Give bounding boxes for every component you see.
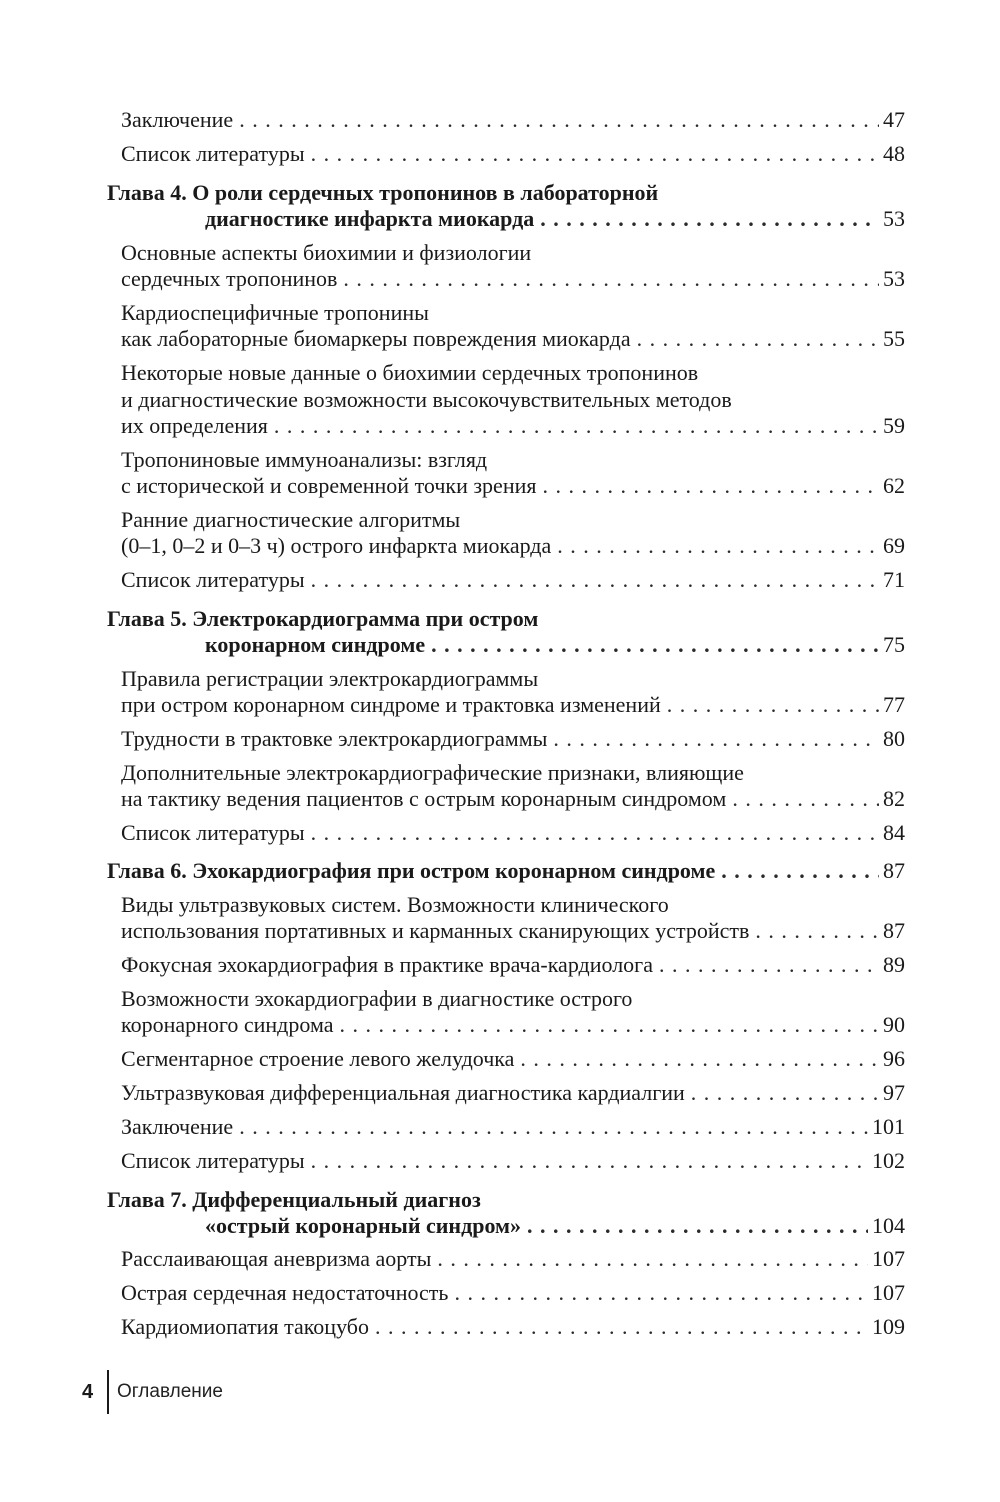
- running-footer-title: Оглавление: [117, 1381, 223, 1402]
- dot-leader: [543, 472, 880, 500]
- chapter-title-text: коронарном синдроме: [205, 632, 426, 657]
- toc-entry-line: [121, 1313, 905, 1341]
- toc-page-number: 104: [872, 1213, 905, 1238]
- toc-page-number: 87: [883, 918, 905, 943]
- toc-entry-line: [121, 566, 905, 594]
- toc-chapter-line: [107, 179, 658, 207]
- chapter-title-text: диагностике инфаркта миокарда: [205, 206, 535, 231]
- toc-entry-line: [121, 140, 905, 168]
- chapter-title-text: Глава 6. Эхокардиография при остром коронарном синдроме: [107, 858, 716, 883]
- toc-entry-line: [121, 532, 905, 560]
- toc-entry-line: [121, 819, 905, 847]
- toc-chapter-line: [107, 1186, 481, 1214]
- entry-title-text: Список литературы: [121, 567, 305, 592]
- entry-title-text: Тропониновые иммуноанализы: взгляд: [121, 447, 488, 472]
- toc-page-number: 89: [883, 952, 905, 977]
- entry-title-text: их определения: [121, 413, 268, 438]
- toc-page-number: 53: [883, 206, 905, 231]
- toc-page-number: 75: [883, 632, 905, 657]
- toc-chapter-line: [205, 1212, 905, 1240]
- toc-entry-line: [121, 446, 487, 474]
- dot-leader: [311, 819, 879, 847]
- entry-title-text: (0–1, 0–2 и 0–3 ч) острого инфаркта миокарда: [121, 533, 552, 558]
- dot-leader: [239, 1113, 868, 1141]
- dot-leader: [527, 1212, 868, 1240]
- toc-entry-line: [121, 472, 905, 500]
- dot-leader: [454, 1279, 868, 1307]
- toc-page-number: 77: [883, 692, 905, 717]
- entry-title-text: Фокусная эхокардиография в практике врача-кардиолога: [121, 952, 653, 977]
- toc-page-number: 71: [883, 567, 905, 592]
- toc-page-number: 69: [883, 533, 905, 558]
- toc-page-number: 62: [883, 473, 905, 498]
- entry-title-text: Ультразвуковая дифференциальная диагностика кардиалгии: [121, 1080, 685, 1105]
- entry-title-text: Расслаивающая аневризма аорты: [121, 1246, 432, 1271]
- toc-page-number: 80: [883, 726, 905, 751]
- toc-entry-line: [121, 1147, 905, 1175]
- entry-title-text: Кардиоспецифичные тропонины: [121, 300, 429, 325]
- entry-title-text: Список литературы: [121, 1148, 305, 1173]
- entry-title-text: Правила регистрации электрокардиограммы: [121, 666, 539, 691]
- toc-chapter-line: [107, 605, 538, 633]
- toc-page-number: 53: [883, 266, 905, 291]
- dot-leader: [557, 532, 879, 560]
- toc-page-number: 55: [883, 326, 905, 351]
- dot-leader: [691, 1079, 879, 1107]
- entry-title-text: Заключение: [121, 107, 234, 132]
- toc-page-number: 101: [872, 1114, 905, 1139]
- entry-title-text: Некоторые новые данные о биохимии сердечных тропонинов: [121, 360, 699, 385]
- toc-entry-line: [121, 725, 905, 753]
- dot-leader: [437, 1245, 868, 1273]
- entry-title-text: Возможности эхокардиографии в диагностике острого: [121, 986, 633, 1011]
- entry-title-text: Заключение: [121, 1114, 234, 1139]
- entry-title-text: Виды ультразвуковых систем. Возможности клинического: [121, 892, 669, 917]
- dot-leader: [339, 1011, 879, 1039]
- dot-leader: [721, 857, 879, 885]
- dot-leader: [637, 325, 879, 353]
- chapter-title-text: Глава 5. Электрокардиограмма при остром: [107, 606, 539, 631]
- toc-entry-line: [121, 1245, 905, 1273]
- toc-entry-line: [121, 239, 531, 267]
- toc-chapter-line: [107, 857, 905, 885]
- chapter-title-text: Глава 7. Дифференциальный диагноз: [107, 1187, 481, 1212]
- dot-leader: [375, 1313, 868, 1341]
- toc-entry-line: [121, 1079, 905, 1107]
- toc-entry-line: [121, 106, 905, 134]
- dot-leader: [239, 106, 879, 134]
- dot-leader: [659, 951, 879, 979]
- entry-title-text: коронарного синдрома: [121, 1012, 334, 1037]
- entry-title-text: Ранние диагностические алгоритмы: [121, 507, 461, 532]
- page-number: 4: [82, 1381, 94, 1403]
- toc-page-number: 107: [872, 1280, 905, 1305]
- entry-title-text: Острая сердечная недостаточность: [121, 1280, 449, 1305]
- entry-title-text: использования портативных и карманных сканирующих устройств: [121, 918, 750, 943]
- toc-entry-line: [121, 785, 905, 813]
- dot-leader: [732, 785, 879, 813]
- toc-entry-line: [121, 665, 538, 693]
- toc-entry-line: [121, 1113, 905, 1141]
- entry-title-text: на тактику ведения пациентов с острым коронарным синдромом: [121, 786, 727, 811]
- toc-entry-line: [121, 691, 905, 719]
- toc-page-number: 107: [872, 1246, 905, 1271]
- toc-page-number: 109: [872, 1314, 905, 1339]
- chapter-title-text: Глава 4. О роли сердечных тропонинов в лабораторной: [107, 180, 659, 205]
- dot-leader: [431, 631, 879, 659]
- toc-entry-line: [121, 1279, 905, 1307]
- entry-title-text: Список литературы: [121, 141, 305, 166]
- toc-page-number: 47: [883, 107, 905, 132]
- toc-entry-line: [121, 1011, 905, 1039]
- toc-entry-line: [121, 951, 905, 979]
- dot-leader: [311, 1147, 868, 1175]
- dot-leader: [311, 566, 879, 594]
- toc-page-number: 97: [883, 1080, 905, 1105]
- entry-title-text: с исторической и современной точки зрения: [121, 473, 537, 498]
- dot-leader: [274, 412, 879, 440]
- toc-page-number: 96: [883, 1046, 905, 1071]
- chapter-title-text: «острый коронарный синдром»: [205, 1213, 522, 1238]
- entry-title-text: при остром коронарном синдроме и трактовка изменений: [121, 692, 661, 717]
- dot-leader: [755, 917, 879, 945]
- toc-entry-line: [121, 325, 905, 353]
- toc-chapter-line: [205, 631, 905, 659]
- toc-page-number: 84: [883, 820, 905, 845]
- dot-leader: [540, 205, 879, 233]
- toc-entry-line: [121, 759, 744, 787]
- toc-page-number: 102: [872, 1148, 905, 1173]
- toc-entry-line: [121, 985, 632, 1013]
- entry-title-text: сердечных тропонинов: [121, 266, 338, 291]
- toc-page-number: 82: [883, 786, 905, 811]
- dot-leader: [520, 1045, 879, 1073]
- toc-page-number: 48: [883, 141, 905, 166]
- dot-leader: [553, 725, 879, 753]
- dot-leader: [667, 691, 879, 719]
- toc-entry-line: [121, 412, 905, 440]
- entry-title-text: Трудности в трактовке электрокардиограммы: [121, 726, 548, 751]
- toc-chapter-line: [205, 205, 905, 233]
- entry-title-text: Дополнительные электрокардиографические признаки, влияющие: [121, 760, 744, 785]
- toc-entry-line: [121, 1045, 905, 1073]
- entry-title-text: Кардиомиопатия такоцубо: [121, 1314, 369, 1339]
- toc-page-number: 59: [883, 413, 905, 438]
- toc-entry-line: [121, 265, 905, 293]
- entry-title-text: и диагностические возможности высокочувствительных методов: [121, 387, 732, 412]
- footer-divider: [107, 1370, 109, 1414]
- dot-leader: [311, 140, 879, 168]
- toc-page-number: 87: [883, 858, 905, 883]
- dot-leader: [343, 265, 879, 293]
- entry-title-text: Основные аспекты биохимии и физиологии: [121, 240, 532, 265]
- toc-entry-line: [121, 359, 698, 387]
- toc-entry-line: [121, 506, 460, 534]
- entry-title-text: Сегментарное строение левого желудочка: [121, 1046, 515, 1071]
- toc-entry-line: [121, 299, 429, 327]
- entry-title-text: как лабораторные биомаркеры повреждения миокарда: [121, 326, 631, 351]
- toc-entry-line: [121, 917, 905, 945]
- toc-page-number: 90: [883, 1012, 905, 1037]
- entry-title-text: Список литературы: [121, 820, 305, 845]
- toc-entry-line: [121, 386, 732, 414]
- toc-entry-line: [121, 891, 669, 919]
